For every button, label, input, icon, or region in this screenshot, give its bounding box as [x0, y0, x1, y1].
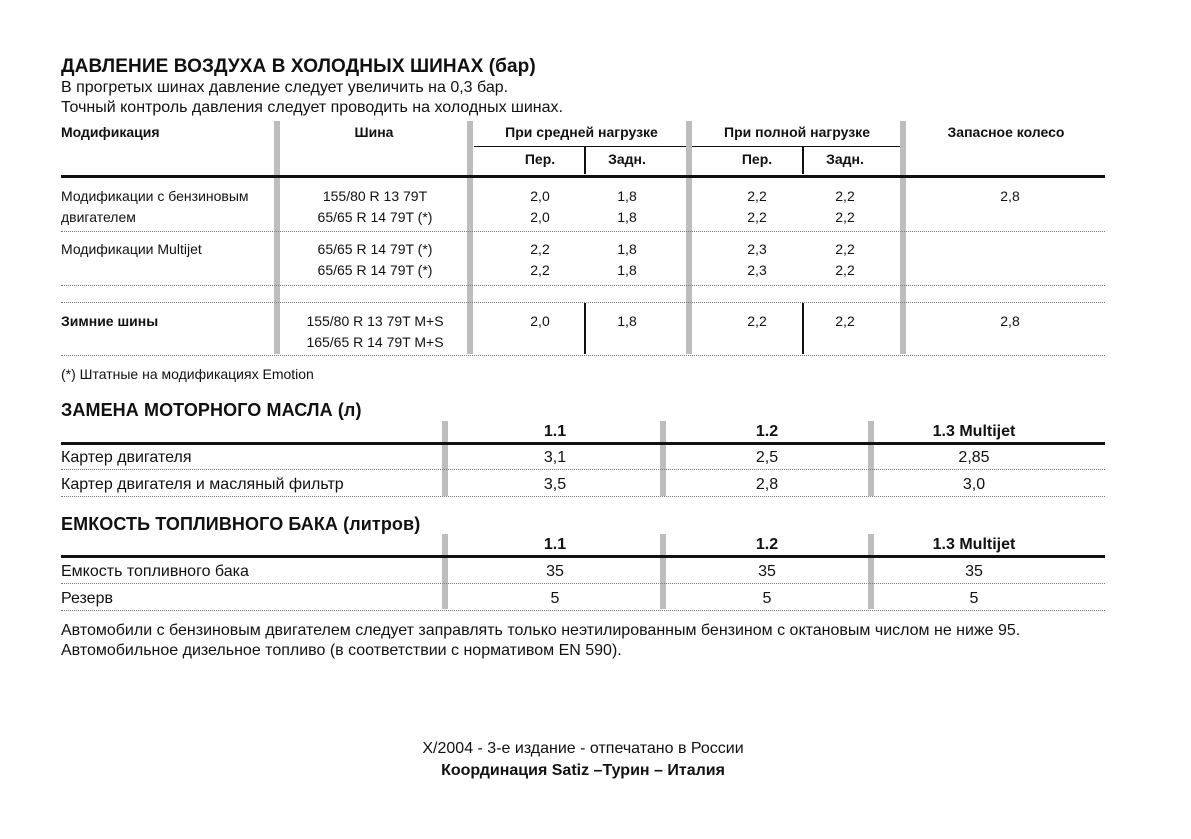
row-separator: [61, 610, 1105, 611]
oil-row-filter-1-3: 3,0: [962, 476, 986, 493]
row-petrol-ff-2: 2,2: [747, 209, 767, 225]
fuel-row-reserve-1-1: 5: [550, 590, 560, 607]
subheader-line: [474, 146, 686, 147]
row-petrol-mod-line2: двигателем: [61, 209, 136, 225]
tire-footnote: (*) Штатные на модификациях Emotion: [61, 366, 314, 382]
fuel-note-diesel: Автомобильное дизельное топливо (в соответствии с нормативом EN 590).: [61, 642, 622, 659]
row-winter-tire-2: 165/65 R 14 79T M+S: [306, 334, 444, 350]
oil-header-rule: [61, 442, 1105, 445]
row-multijet-ff-1: 2,3: [747, 241, 767, 257]
row-petrol-ff-1: 2,2: [747, 188, 767, 204]
fuel-note-petrol: Автомобили с бензиновым двигателем следует заправлять только неэтилированным бензином с октановым числом не ниже 95.: [61, 622, 1021, 639]
medium-front-header: Пер.: [524, 151, 556, 167]
row-multijet-mf-2: 2,2: [530, 262, 550, 278]
row-separator: [61, 583, 1105, 584]
oil-row-crankcase-1-2: 2,5: [755, 449, 779, 466]
full-rear-header: Задн.: [826, 151, 864, 167]
row-petrol-fr-2: 2,2: [835, 209, 855, 225]
inner-divider: [584, 303, 586, 354]
row-winter-ff: 2,2: [747, 313, 767, 329]
row-separator: [61, 496, 1105, 497]
footer-edition: X/2004 - 3-е издание - отпечатано в России: [422, 740, 744, 757]
oil-col-1-3: 1.3 Multijet: [932, 423, 1016, 440]
fuel-title: ЕМКОСТЬ ТОПЛИВНОГО БАКА (литров): [61, 514, 421, 534]
fuel-col-1-1: 1.1: [543, 536, 567, 553]
oil-row-crankcase-1-1: 3,1: [543, 449, 567, 466]
oil-row-filter-1-2: 2,8: [755, 476, 779, 493]
fuel-row-reserve-1-3: 5: [969, 590, 979, 607]
col-spare-header: Запасное колесо: [947, 124, 1065, 140]
inner-divider: [584, 146, 586, 174]
row-winter-spare: 2,8: [1000, 313, 1020, 329]
row-winter-mod: Зимние шины: [61, 313, 159, 329]
oil-title: ЗАМЕНА МОТОРНОГО МАСЛА (л): [61, 400, 362, 420]
col-full-load-header: При полной нагрузке: [724, 124, 870, 140]
row-multijet-mf-1: 2,2: [530, 241, 550, 257]
row-separator: [61, 285, 1105, 286]
row-winter-mf: 2,0: [530, 313, 550, 329]
row-winter-tire-1: 155/80 R 13 79T M+S: [306, 313, 444, 329]
row-petrol-mr-1: 1,8: [617, 188, 637, 204]
inner-divider: [802, 303, 804, 354]
row-multijet-ff-2: 2,3: [747, 262, 767, 278]
fuel-row-tank-1-1: 35: [546, 563, 564, 580]
oil-col-divider: [442, 421, 448, 496]
fuel-col-1-3: 1.3 Multijet: [932, 536, 1016, 553]
row-petrol-mf-2: 2,0: [530, 209, 550, 225]
col-medium-load-header: При средней нагрузке: [505, 124, 658, 140]
row-petrol-tire-1: 155/80 R 13 79T: [322, 188, 428, 204]
fuel-row-reserve-label: Резерв: [61, 590, 113, 607]
row-multijet-fr-2: 2,2: [835, 262, 855, 278]
row-separator: [61, 469, 1105, 470]
fuel-col-1-2: 1.2: [755, 536, 779, 553]
row-multijet-fr-1: 2,2: [835, 241, 855, 257]
fuel-row-reserve-1-2: 5: [762, 590, 772, 607]
row-separator: [61, 231, 1105, 232]
row-multijet-mr-2: 1,8: [617, 262, 637, 278]
tire-col-divider: [900, 121, 906, 354]
row-separator: [61, 355, 1105, 356]
fuel-row-tank-label: Емкость топливного бака: [61, 563, 249, 580]
tire-intro-line-2: Точный контроль давления следует проводить на холодных шинах.: [61, 99, 563, 116]
row-petrol-spare: 2,8: [1000, 188, 1020, 204]
tire-table-header-rule: [61, 175, 1105, 178]
tire-pressure-title: ДАВЛЕНИЕ ВОЗДУХА В ХОЛОДНЫХ ШИНАХ (бар): [61, 56, 536, 77]
row-petrol-tire-2: 65/65 R 14 79T (*): [317, 209, 433, 225]
subheader-line: [692, 146, 900, 147]
row-multijet-tire-1: 65/65 R 14 79T (*): [317, 241, 433, 257]
oil-col-1-1: 1.1: [543, 423, 567, 440]
col-tire-header: Шина: [354, 124, 394, 140]
tire-col-divider: [686, 121, 692, 354]
oil-row-crankcase-1-3: 2,85: [958, 449, 990, 466]
medium-rear-header: Задн.: [608, 151, 646, 167]
full-front-header: Пер.: [741, 151, 773, 167]
fuel-col-divider: [442, 534, 448, 609]
fuel-row-tank-1-2: 35: [758, 563, 776, 580]
fuel-row-tank-1-3: 35: [965, 563, 983, 580]
row-petrol-fr-1: 2,2: [835, 188, 855, 204]
row-winter-mr: 1,8: [617, 313, 637, 329]
inner-divider: [802, 146, 804, 174]
oil-row-filter-1-1: 3,5: [543, 476, 567, 493]
tire-intro-line-1: В прогретых шинах давление следует увеличить на 0,3 бар.: [61, 79, 509, 96]
row-multijet-mr-1: 1,8: [617, 241, 637, 257]
row-multijet-mod: Модификации Multijet: [61, 241, 202, 257]
row-petrol-mod-line1: Модификации с бензиновым: [61, 188, 249, 204]
fuel-header-rule: [61, 555, 1105, 558]
col-modification-header: Модификация: [61, 124, 160, 140]
footer-coordination: Координация Satiz –Турин – Италия: [441, 762, 725, 779]
row-separator: [61, 302, 1105, 303]
row-winter-fr: 2,2: [835, 313, 855, 329]
oil-col-1-2: 1.2: [755, 423, 779, 440]
row-petrol-mr-2: 1,8: [617, 209, 637, 225]
row-petrol-mf-1: 2,0: [530, 188, 550, 204]
row-multijet-tire-2: 65/65 R 14 79T (*): [317, 262, 433, 278]
oil-row-filter-label: Картер двигателя и масляный фильтр: [61, 476, 344, 493]
oil-row-crankcase-label: Картер двигателя: [61, 449, 192, 466]
